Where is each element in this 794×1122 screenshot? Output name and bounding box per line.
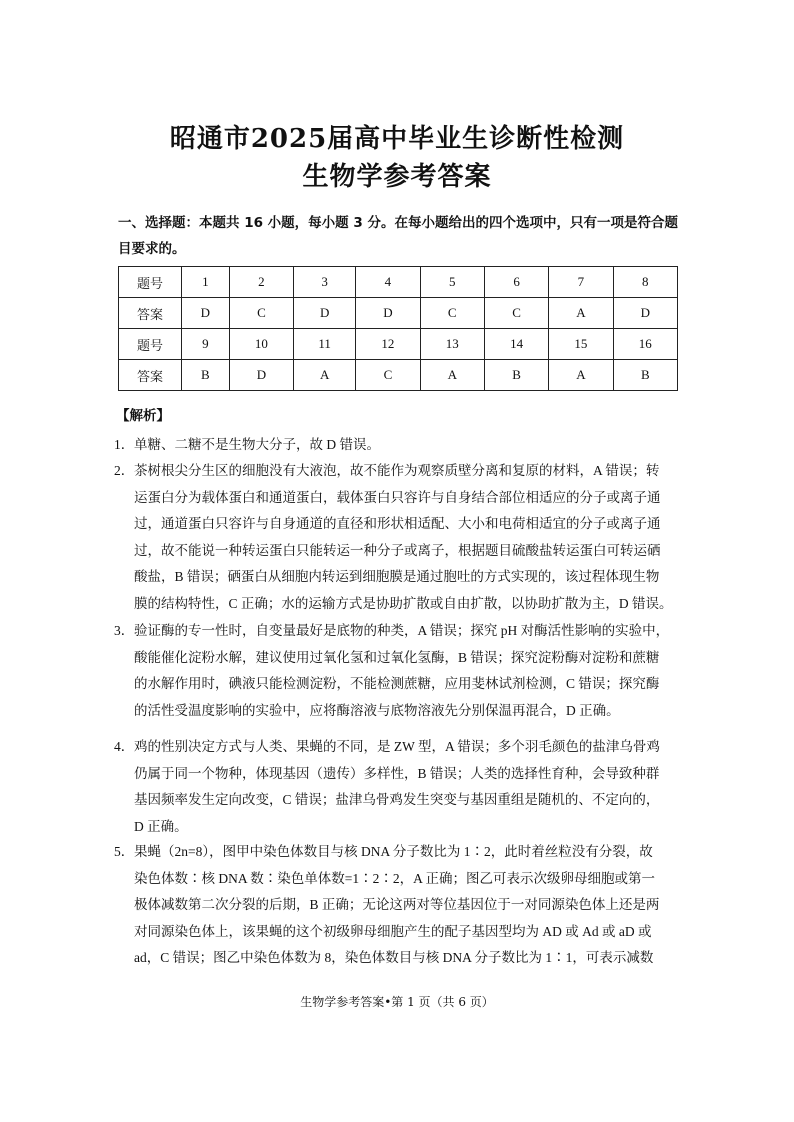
item-line: 果蝇（2n=8），图甲中染色体数目与核 DNA 分子数比为 1∶2，此时着丝粒没有分裂，故	[134, 844, 653, 859]
table-row	[119, 298, 678, 329]
analysis-heading: 【解析】	[116, 408, 170, 424]
table-cell: C	[229, 298, 293, 329]
analysis-item	[114, 432, 684, 459]
table-cell: A	[294, 360, 356, 391]
item-line: 膜的结构特性，C 正确；水的运输方式是协助扩散或自由扩散，以协助扩散为主，D 错误。	[134, 595, 673, 611]
answer-table	[118, 266, 678, 391]
item-line: D 正确。	[134, 818, 188, 834]
table-cell: B	[484, 360, 548, 391]
table-cell: C	[420, 298, 484, 329]
table-cell: D	[613, 298, 677, 329]
table-cell: D	[294, 298, 356, 329]
table-row	[119, 360, 678, 391]
table-cell: 9	[182, 329, 230, 360]
analysis-item	[114, 734, 684, 840]
table-cell: 15	[549, 329, 613, 360]
item-line: 极体减数第二次分裂的后期，B 正确；无论这两对等位基因位于一对同源染色体上还是两	[134, 897, 660, 913]
table-cell: C	[356, 360, 420, 391]
table-cell: A	[549, 298, 613, 329]
table-cell: 2	[229, 267, 293, 298]
row-label: 题号	[119, 267, 182, 298]
page-footer: 生物学参考答案•第 1 页（共 6 页）	[300, 995, 494, 1009]
table-cell: 13	[420, 329, 484, 360]
item-line: 对同源染色体上，该果蝇的这个初级卵母细胞产生的配子基因型均为 AD 或 Ad 或 aD 或	[134, 923, 652, 939]
table-cell: 14	[484, 329, 548, 360]
analysis-item	[114, 618, 684, 724]
analysis-item	[114, 839, 684, 972]
table-row	[119, 329, 678, 360]
table-row	[119, 267, 678, 298]
item-line: 酸盐，B 错误；硒蛋白从细胞内转运到细胞膜是通过胞吐的方式实现的，该过程体现生物	[134, 569, 660, 585]
item-line: 验证酶的专一性时，自变量最好是底物的种类，A 错误；探究 pH 对酶活性影响的实验中，	[134, 623, 670, 638]
table-cell: A	[549, 360, 613, 391]
item-line: 的水解作用时，碘液只能检测淀粉，不能检测蔗糖，应用斐林试剂检测，C 错误；探究酶	[134, 676, 660, 692]
row-label: 答案	[119, 360, 182, 391]
table-cell: 16	[613, 329, 677, 360]
item-line: 茶树根尖分生区的细胞没有大液泡，故不能作为观察质壁分离和复原的材料，A 错误；转	[134, 463, 660, 478]
item-line: 的活性受温度影响的实验中，应将酶溶液与底物溶液先分别保温再混合，D 正确。	[134, 702, 620, 718]
analysis-item	[114, 458, 684, 618]
table-cell: 4	[356, 267, 420, 298]
table-cell: D	[229, 360, 293, 391]
table-cell: 11	[294, 329, 356, 360]
item-line: 酸能催化淀粉水解，建议使用过氧化氢和过氧化氢酶，B 错误；探究淀粉酶对淀粉和蔗糖	[134, 649, 660, 665]
item-line: 单糖、二糖不是生物大分子，故 D 错误。	[134, 437, 380, 452]
page-title: 昭通市2025届高中毕业生诊断性检测	[169, 124, 625, 154]
item-line: 运蛋白分为载体蛋白和通道蛋白，载体蛋白只容许与自身结合部位相适应的分子或离子通	[134, 489, 661, 505]
item-line: ad，C 错误；图乙中染色体数为 8，染色体数目与核 DNA 分子数比为 1∶1，可表示减数	[134, 950, 654, 966]
table-cell: A	[420, 360, 484, 391]
item-line: 仍属于同一个物种，体现基因（遗传）多样性，B 错误；人类的选择性育种，会导致种群	[134, 765, 660, 781]
row-label: 答案	[119, 298, 182, 329]
table-cell: 5	[420, 267, 484, 298]
table-cell: 6	[484, 267, 548, 298]
table-cell: D	[356, 298, 420, 329]
item-line: 过，通道蛋白只容许与自身通道的直径和形状相适配、大小和电荷相适宜的分子或离子通	[134, 516, 661, 532]
table-cell: B	[613, 360, 677, 391]
table-cell: 1	[182, 267, 230, 298]
section-heading-line: 目要求的。	[118, 241, 186, 257]
table-cell: C	[484, 298, 548, 329]
item-line: 过，故不能说一种转运蛋白只能转运一种分子或离子，根据题目硫酸盐转运蛋白可转运硒	[134, 542, 661, 558]
page-subtitle: 生物学参考答案	[302, 162, 492, 192]
item-line: 鸡的性别决定方式与人类、果蝇的不同，是 ZW 型，A 错误；多个羽毛颜色的盐津乌骨鸡	[134, 739, 660, 754]
item-number: 3．	[114, 623, 135, 638]
item-number: 2．	[114, 463, 135, 478]
item-line: 基因频率发生定向改变，C 错误；盐津乌骨鸡发生突变与基因重组是随机的、不定向的，	[134, 792, 660, 808]
table-cell: 12	[356, 329, 420, 360]
table-cell: B	[182, 360, 230, 391]
row-label: 题号	[119, 329, 182, 360]
item-number: 1．	[114, 437, 135, 452]
item-number: 5．	[114, 844, 135, 859]
section-heading-line: 一、选择题：本题共 16 小题，每小题 3 分。在每小题给出的四个选项中，只有一项是符合题	[118, 215, 678, 231]
table-cell: 8	[613, 267, 677, 298]
table-cell: 7	[549, 267, 613, 298]
item-line: 染色体数∶核 DNA 数∶染色单体数=1∶2∶2，A 正确；图乙可表示次级卵母细胞或第一	[134, 870, 655, 886]
item-number: 4．	[114, 739, 135, 754]
table-cell: D	[182, 298, 230, 329]
table-cell: 3	[294, 267, 356, 298]
table-cell: 10	[229, 329, 293, 360]
section-heading	[118, 210, 686, 262]
